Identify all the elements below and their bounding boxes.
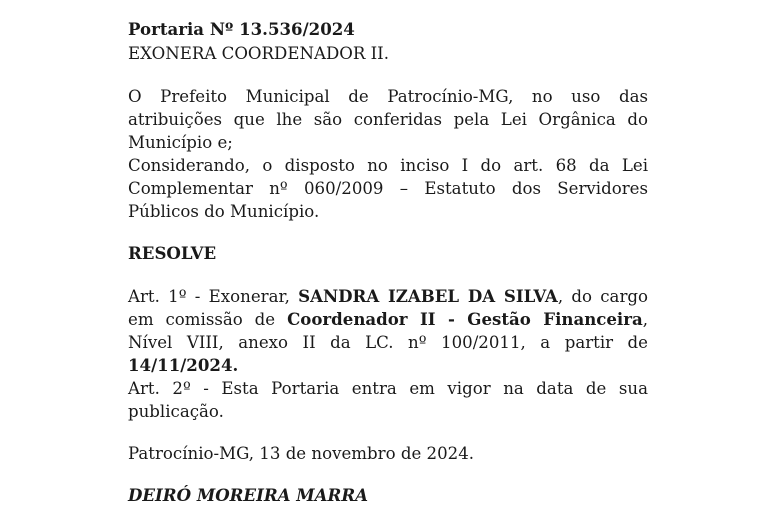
article-1-mid: , do cargo em comissão de	[128, 287, 648, 329]
signature-name: DEIRÓ MOREIRA MARRA	[128, 485, 368, 505]
document-page	[128, 18, 648, 524]
position-name: Coordenador II - Gestão Financeira	[287, 309, 643, 329]
document-title: Portaria Nº 13.536/2024	[128, 19, 355, 39]
article-1	[128, 285, 648, 377]
article-1-rest: , Nível VIII, anexo II da LC. nº 100/2011, a partir de	[128, 310, 649, 352]
document-ementa: EXONERA COORDENADOR II.	[128, 44, 390, 63]
place-date: Patrocínio-MG, 13 de novembro de 2024.	[128, 444, 475, 463]
article-2: Art. 2º - Esta Portaria entra em vigor na data de sua publicação.	[128, 379, 648, 421]
resolve-heading: RESOLVE	[128, 243, 217, 263]
effective-date: 14/11/2024.	[128, 355, 239, 375]
preamble-paragraph: O Prefeito Municipal de Patrocínio-MG, no uso das atribuições que lhe são conferidas pela Lei Orgânica do Município e;	[128, 87, 648, 152]
considerando-paragraph: Considerando, o disposto no inciso I do art. 68 da Lei Complementar nº 060/2009 – Estatuto dos Servidores Públicos do Município.	[128, 156, 648, 221]
article-1-prefix: Art. 1º - Exonerar,	[128, 287, 299, 306]
employee-name: SANDRA IZABEL DA SILVA	[298, 286, 558, 306]
